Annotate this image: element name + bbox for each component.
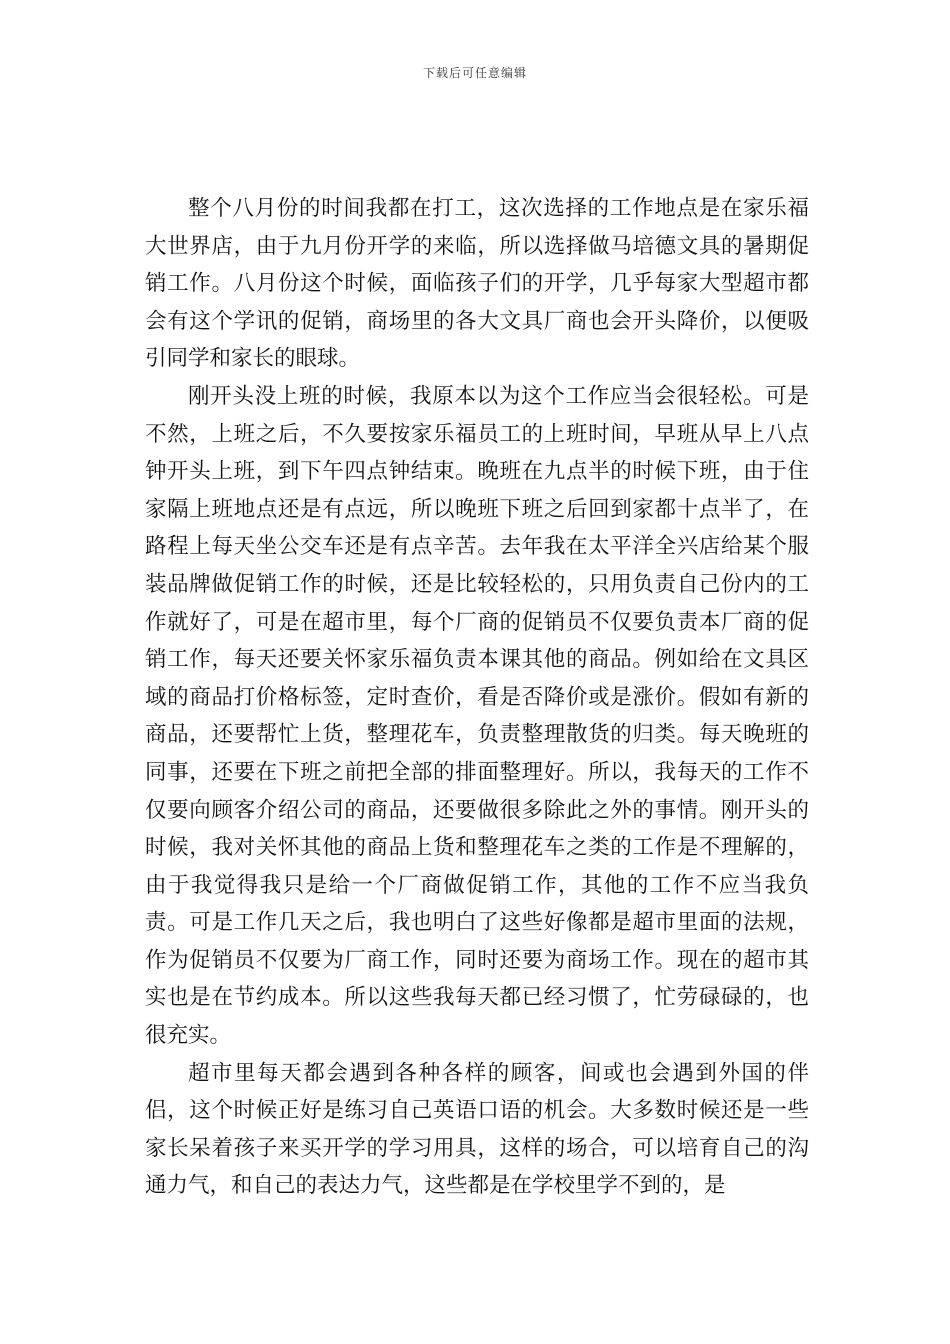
document-body [145, 190, 809, 1205]
page-header: 下载后可任意编辑 [422, 66, 527, 80]
paragraph-2: 刚开头没上班的时候，我原本以为这个工作应当会很轻松。可是不然，上班之后，不久要按家乐福员工的上班时间，早班从早上八点钟开头上班，到下午四点钟结束。晚班在九点半的时候下班，由于住家隔上班地点还是有点远，所以晚班下班之后回到家都十点半了，在路程上每天坐公交车还是有点辛苦。去年我在太平洋全兴店给某个服装品牌做促销工作的时候，还是比较轻松的，只用负责自己份内的工作就好了，可是在超市里，每个厂商的促销员不仅要负责本厂商的促销工作，每天还要关怀家乐福负责本课其他的商品。例如给在文具区域的商品打价格标签，定时查价，看是否降价或是涨价。假如有新的商品，还要帮忙上货，整理花车，负责整理散货的归类。每天晚班的同事，还要在下班之前把全部的排面整理好。所以，我每天的工作不仅要向顾客介绍公司的商品，还要做很多除此之外的事情。刚开头的时候，我对关怀其他的商品上货和整理花车之类的工作是不理解的，由于我觉得我只是给一个厂商做促销工作，其他的工作不应当我负责。可是工作几天之后，我也明白了这些好像都是超市里面的法规，作为促销员不仅要为厂商工作，同时还要为商场工作。现在的超市其实也是在节约成本。所以这些我每天都已经习惯了，忙劳碌碌的，也很充实。 [145, 383, 809, 1049]
paragraph-1: 整个八月份的时间我都在打工，这次选择的工作地点是在家乐福大世界店，由于九月份开学的来临，所以选择做马培德文具的暑期促销工作。八月份这个时候，面临孩子们的开学，几乎每家大型超市都会有这个学讯的促销，商场里的各大文具厂商也会开头降价，以便吸引同学和家长的眼球。 [145, 196, 809, 372]
paragraph-3: 超市里每天都会遇到各种各样的顾客，间或也会遇到外国的伴侣，这个时候正好是练习自己英语口语的机会。大多数时候还是一些家长呆着孩子来买开学的学习用具，这样的场合，可以培育自己的沟通力气，和自己的表达力气，这些都是在学校里学不到的，是 [145, 1060, 809, 1199]
